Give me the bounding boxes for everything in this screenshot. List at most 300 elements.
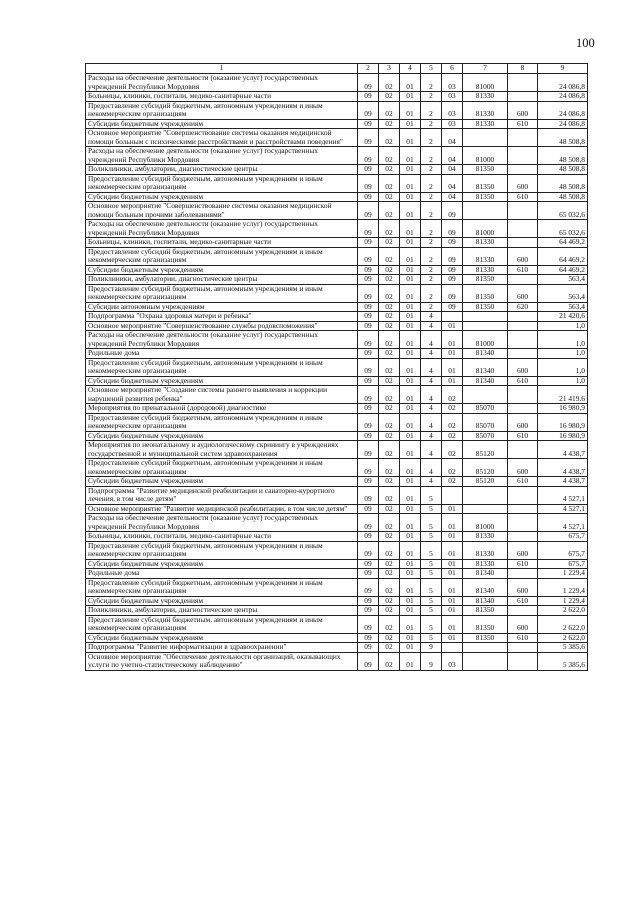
code-cell: 01 [400, 284, 421, 302]
amount-cell: 1 229,4 [538, 569, 588, 579]
row-name-cell: Субсидии бюджетным учреждениям [86, 596, 358, 606]
code-cell [508, 404, 538, 414]
code-cell: 02 [442, 431, 463, 441]
code-cell [463, 321, 508, 331]
code-cell: 5 [421, 532, 442, 542]
table-row [86, 265, 588, 275]
code-cell [508, 92, 538, 102]
code-cell: 01 [442, 569, 463, 579]
code-cell: 02 [379, 312, 400, 322]
code-cell: 02 [379, 459, 400, 477]
code-cell: 81330 [463, 238, 508, 248]
amount-cell: 1,0 [538, 358, 588, 376]
code-cell: 610 [508, 119, 538, 129]
row-name-cell: Предоставление субсидий бюджетным, автономным учреждениям и иным некоммерческим организациям [86, 578, 358, 596]
table-row [86, 119, 588, 129]
code-cell: 02 [379, 514, 400, 532]
code-cell: 01 [400, 321, 421, 331]
code-cell: 04 [442, 147, 463, 165]
code-cell: 2 [421, 74, 442, 92]
code-cell: 01 [442, 349, 463, 359]
code-cell: 01 [442, 321, 463, 331]
code-cell: 09 [442, 238, 463, 248]
code-cell: 4 [421, 376, 442, 386]
code-cell: 01 [400, 174, 421, 192]
row-name-cell: Расходы на обеспечение деятельности (оказание услуг) государственных учреждений Республики Мордовия [86, 514, 358, 532]
row-name-cell: Поликлиники, амбулатории, диагностические центры [86, 165, 358, 175]
code-cell: 09 [358, 247, 379, 265]
code-cell: 5 [421, 569, 442, 579]
code-cell: 01 [442, 504, 463, 514]
amount-cell: 4 527,1 [538, 514, 588, 532]
table-row [86, 302, 588, 312]
code-cell: 01 [400, 504, 421, 514]
table-row [86, 504, 588, 514]
amount-cell: 4 438,7 [538, 477, 588, 487]
code-cell: 09 [358, 569, 379, 579]
code-cell: 09 [358, 514, 379, 532]
amount-cell: 16 980,9 [538, 413, 588, 431]
table-row [86, 74, 588, 92]
code-cell: 02 [379, 386, 400, 404]
code-cell [508, 569, 538, 579]
code-cell: 600 [508, 101, 538, 119]
header-cell: 1 [86, 64, 358, 74]
code-cell: 610 [508, 633, 538, 643]
code-cell: 09 [358, 275, 379, 285]
code-cell: 5 [421, 504, 442, 514]
amount-cell: 48 508,8 [538, 165, 588, 175]
code-cell: 81330 [463, 247, 508, 265]
row-name-cell: Подпрограмма "Развитие медицинской реабилитации и санаторно-курортного лечения, в том числе детям" [86, 486, 358, 504]
row-name-cell: Предоставление субсидий бюджетным, автономным учреждениям и иным некоммерческим организациям [86, 541, 358, 559]
amount-cell: 563,4 [538, 302, 588, 312]
code-cell: 09 [358, 202, 379, 220]
code-cell: 01 [400, 119, 421, 129]
table-header [86, 64, 588, 74]
table-row [86, 441, 588, 459]
code-cell: 81340 [463, 376, 508, 386]
code-cell [463, 652, 508, 670]
code-cell: 02 [379, 441, 400, 459]
code-cell: 01 [442, 358, 463, 376]
table-row [86, 247, 588, 265]
code-cell: 01 [442, 615, 463, 633]
amount-cell: 4 527,1 [538, 486, 588, 504]
code-cell: 5 [421, 578, 442, 596]
code-cell: 02 [379, 119, 400, 129]
table-row [86, 486, 588, 504]
row-name-cell: Предоставление субсидий бюджетным, автономным учреждениям и иным некоммерческим организациям [86, 284, 358, 302]
code-cell: 4 [421, 404, 442, 414]
code-cell: 01 [400, 652, 421, 670]
amount-cell: 48 508,8 [538, 147, 588, 165]
code-cell: 09 [358, 532, 379, 542]
row-name-cell: Основное мероприятие "Обеспечение деятельности организаций, оказывающих услуги по учетно-статистическому наблюдению" [86, 652, 358, 670]
row-name-cell: Субсидии бюджетным учреждениям [86, 376, 358, 386]
code-cell [508, 74, 538, 92]
header-cell: 7 [463, 64, 508, 74]
amount-cell: 64 469,2 [538, 247, 588, 265]
code-cell: 4 [421, 441, 442, 459]
code-cell: 02 [379, 238, 400, 248]
code-cell: 4 [421, 312, 442, 322]
code-cell: 01 [400, 514, 421, 532]
code-cell: 01 [400, 606, 421, 616]
table-row [86, 386, 588, 404]
code-cell: 09 [358, 606, 379, 616]
code-cell: 01 [400, 532, 421, 542]
code-cell: 01 [400, 238, 421, 248]
code-cell: 09 [358, 302, 379, 312]
code-cell: 2 [421, 192, 442, 202]
code-cell: 09 [358, 477, 379, 487]
amount-cell: 65 032,6 [538, 202, 588, 220]
row-name-cell: Субсидии бюджетным учреждениям [86, 633, 358, 643]
code-cell: 01 [400, 147, 421, 165]
code-cell: 04 [442, 165, 463, 175]
header-cell: 9 [538, 64, 588, 74]
amount-cell: 16 980,9 [538, 431, 588, 441]
amount-cell: 24 086,8 [538, 92, 588, 102]
table-row [86, 652, 588, 670]
code-cell: 81000 [463, 74, 508, 92]
code-cell: 2 [421, 238, 442, 248]
code-cell: 5 [421, 486, 442, 504]
code-cell [508, 275, 538, 285]
code-cell: 600 [508, 413, 538, 431]
code-cell: 81340 [463, 349, 508, 359]
code-cell: 81350 [463, 192, 508, 202]
amount-cell: 16 980,9 [538, 404, 588, 414]
code-cell: 81340 [463, 596, 508, 606]
code-cell: 09 [358, 441, 379, 459]
code-cell: 09 [358, 541, 379, 559]
row-name-cell: Мероприятия по неонатальному и аудиологическому скринингу в учреждениях государственной и муниципальной систем здравоохранения [86, 441, 358, 459]
code-cell: 01 [400, 247, 421, 265]
amount-cell: 1,0 [538, 349, 588, 359]
code-cell: 81340 [463, 358, 508, 376]
code-cell: 09 [358, 312, 379, 322]
code-cell: 02 [379, 413, 400, 431]
code-cell: 01 [442, 633, 463, 643]
header-row [86, 64, 588, 74]
table-row [86, 284, 588, 302]
code-cell: 85070 [463, 413, 508, 431]
code-cell: 01 [400, 615, 421, 633]
table-row [86, 275, 588, 285]
amount-cell: 675,7 [538, 532, 588, 542]
row-name-cell: Родильные дома [86, 349, 358, 359]
code-cell: 01 [400, 486, 421, 504]
code-cell: 01 [442, 559, 463, 569]
row-name-cell: Субсидии бюджетным учреждениям [86, 192, 358, 202]
code-cell: 01 [400, 643, 421, 653]
code-cell: 4 [421, 386, 442, 404]
code-cell: 09 [442, 247, 463, 265]
code-cell [463, 129, 508, 147]
amount-cell: 1 229,4 [538, 596, 588, 606]
amount-cell: 65 032,6 [538, 220, 588, 238]
code-cell: 02 [442, 413, 463, 431]
table-row [86, 514, 588, 532]
code-cell: 81330 [463, 101, 508, 119]
code-cell: 85070 [463, 431, 508, 441]
code-cell: 610 [508, 192, 538, 202]
table-row [86, 129, 588, 147]
code-cell: 600 [508, 541, 538, 559]
table-row [86, 192, 588, 202]
code-cell [508, 386, 538, 404]
row-name-cell: Предоставление субсидий бюджетным, автономным учреждениям и иным некоммерческим организациям [86, 615, 358, 633]
amount-cell: 563,4 [538, 275, 588, 285]
code-cell: 02 [379, 192, 400, 202]
code-cell: 81000 [463, 514, 508, 532]
code-cell: 09 [442, 302, 463, 312]
code-cell: 81330 [463, 119, 508, 129]
code-cell [508, 486, 538, 504]
code-cell: 9 [421, 643, 442, 653]
code-cell: 610 [508, 477, 538, 487]
code-cell [508, 514, 538, 532]
code-cell: 81350 [463, 165, 508, 175]
code-cell: 02 [379, 404, 400, 414]
table-body [86, 74, 588, 671]
row-name-cell: Предоставление субсидий бюджетным, автономным учреждениям и иным некоммерческим организациям [86, 174, 358, 192]
code-cell [508, 312, 538, 322]
code-cell: 02 [379, 321, 400, 331]
table-row [86, 413, 588, 431]
code-cell: 5 [421, 514, 442, 532]
row-name-cell: Больницы, клиники, госпитали, медико-санитарные части [86, 92, 358, 102]
code-cell: 4 [421, 331, 442, 349]
table-row [86, 459, 588, 477]
code-cell: 01 [400, 101, 421, 119]
amount-cell: 4 527,1 [538, 504, 588, 514]
code-cell: 5 [421, 633, 442, 643]
code-cell: 2 [421, 129, 442, 147]
code-cell: 4 [421, 349, 442, 359]
code-cell: 02 [379, 275, 400, 285]
code-cell: 610 [508, 559, 538, 569]
row-name-cell: Поликлиники, амбулатории, диагностические центры [86, 275, 358, 285]
code-cell: 01 [400, 192, 421, 202]
code-cell: 5 [421, 541, 442, 559]
code-cell: 02 [379, 302, 400, 312]
code-cell: 02 [379, 101, 400, 119]
row-name-cell: Основное мероприятие "Создание системы раннего выявления и коррекции нарушений развития ребенка" [86, 386, 358, 404]
code-cell: 01 [400, 569, 421, 579]
table-row [86, 349, 588, 359]
code-cell: 02 [379, 596, 400, 606]
code-cell: 4 [421, 358, 442, 376]
code-cell [442, 486, 463, 504]
code-cell: 09 [358, 92, 379, 102]
code-cell: 81330 [463, 541, 508, 559]
row-name-cell: Основное мероприятие "Совершенствование службы родовспоможения" [86, 321, 358, 331]
code-cell: 85120 [463, 459, 508, 477]
code-cell: 09 [358, 321, 379, 331]
table-row [86, 633, 588, 643]
amount-cell: 1,0 [538, 331, 588, 349]
code-cell: 01 [400, 559, 421, 569]
row-name-cell: Мероприятия по пренатальной (дородовой) диагностике [86, 404, 358, 414]
code-cell: 02 [379, 349, 400, 359]
code-cell: 09 [358, 486, 379, 504]
code-cell: 600 [508, 358, 538, 376]
row-name-cell: Расходы на обеспечение деятельности (оказание услуг) государственных учреждений Республики Мордовия [86, 147, 358, 165]
code-cell: 04 [442, 129, 463, 147]
table-row [86, 404, 588, 414]
code-cell: 02 [379, 129, 400, 147]
code-cell: 01 [442, 596, 463, 606]
row-name-cell: Предоставление субсидий бюджетным, автономным учреждениям и иным некоммерческим организациям [86, 413, 358, 431]
code-cell: 2 [421, 284, 442, 302]
code-cell: 02 [442, 386, 463, 404]
code-cell: 600 [508, 284, 538, 302]
code-cell: 4 [421, 321, 442, 331]
code-cell: 02 [442, 404, 463, 414]
header-cell: 3 [379, 64, 400, 74]
code-cell: 01 [400, 477, 421, 487]
code-cell [463, 202, 508, 220]
code-cell: 600 [508, 578, 538, 596]
code-cell: 2 [421, 247, 442, 265]
code-cell: 09 [442, 220, 463, 238]
code-cell [508, 165, 538, 175]
code-cell: 01 [400, 441, 421, 459]
code-cell: 620 [508, 302, 538, 312]
table-row [86, 532, 588, 542]
amount-cell: 24 086,8 [538, 119, 588, 129]
code-cell [508, 532, 538, 542]
table-row [86, 238, 588, 248]
code-cell: 2 [421, 92, 442, 102]
code-cell: 2 [421, 275, 442, 285]
amount-cell: 5 385,6 [538, 652, 588, 670]
code-cell: 09 [358, 192, 379, 202]
code-cell: 81350 [463, 275, 508, 285]
table-row [86, 615, 588, 633]
page-number: 100 [576, 36, 595, 50]
amount-cell: 24 086,8 [538, 74, 588, 92]
code-cell: 81330 [463, 265, 508, 275]
header-cell: 6 [442, 64, 463, 74]
code-cell: 01 [400, 541, 421, 559]
code-cell: 01 [442, 331, 463, 349]
amount-cell: 1,0 [538, 376, 588, 386]
code-cell: 09 [358, 101, 379, 119]
amount-cell: 48 508,8 [538, 192, 588, 202]
code-cell: 02 [379, 431, 400, 441]
code-cell: 5 [421, 596, 442, 606]
code-cell: 03 [442, 119, 463, 129]
code-cell: 600 [508, 247, 538, 265]
code-cell [508, 238, 538, 248]
code-cell: 5 [421, 606, 442, 616]
code-cell: 09 [358, 459, 379, 477]
code-cell: 01 [400, 129, 421, 147]
code-cell: 01 [400, 459, 421, 477]
code-cell: 81330 [463, 532, 508, 542]
code-cell: 5 [421, 559, 442, 569]
code-cell: 2 [421, 147, 442, 165]
code-cell [463, 386, 508, 404]
code-cell: 02 [379, 92, 400, 102]
amount-cell: 5 385,6 [538, 643, 588, 653]
table-row [86, 477, 588, 487]
row-name-cell: Основное мероприятие "Совершенствование системы оказания медицинской помощи больным прочими заболеваниями" [86, 202, 358, 220]
amount-cell: 24 086,8 [538, 101, 588, 119]
code-cell: 09 [358, 165, 379, 175]
amount-cell: 2 622,0 [538, 615, 588, 633]
budget-table [85, 63, 588, 671]
code-cell [508, 652, 538, 670]
code-cell: 81350 [463, 174, 508, 192]
table-row [86, 596, 588, 606]
row-name-cell: Подпрограмма "Охрана здоровья матери и ребенка" [86, 312, 358, 322]
code-cell: 01 [400, 349, 421, 359]
amount-cell: 48 508,8 [538, 174, 588, 192]
row-name-cell: Субсидии автономным учреждениям [86, 302, 358, 312]
code-cell: 01 [400, 633, 421, 643]
code-cell: 81350 [463, 606, 508, 616]
code-cell: 09 [358, 431, 379, 441]
code-cell [508, 331, 538, 349]
code-cell: 02 [379, 486, 400, 504]
code-cell: 03 [442, 652, 463, 670]
table-row [86, 312, 588, 322]
code-cell: 02 [442, 459, 463, 477]
header-cell: 5 [421, 64, 442, 74]
code-cell: 01 [442, 606, 463, 616]
code-cell: 600 [508, 174, 538, 192]
table-row [86, 431, 588, 441]
code-cell: 01 [442, 578, 463, 596]
code-cell: 09 [358, 652, 379, 670]
row-name-cell: Предоставление субсидий бюджетным, автономным учреждениям и иным некоммерческим организациям [86, 358, 358, 376]
code-cell: 09 [358, 331, 379, 349]
row-name-cell: Предоставление субсидий бюджетным, автономным учреждениям и иным некоммерческим организациям [86, 101, 358, 119]
code-cell: 2 [421, 174, 442, 192]
code-cell: 01 [400, 165, 421, 175]
table-row [86, 92, 588, 102]
code-cell: 01 [442, 514, 463, 532]
code-cell: 09 [442, 275, 463, 285]
code-cell: 02 [379, 247, 400, 265]
code-cell: 81350 [463, 284, 508, 302]
code-cell: 600 [508, 615, 538, 633]
code-cell: 4 [421, 459, 442, 477]
code-cell: 610 [508, 265, 538, 275]
amount-cell: 4 438,7 [538, 441, 588, 459]
code-cell: 09 [358, 119, 379, 129]
row-name-cell: Субсидии бюджетным учреждениям [86, 431, 358, 441]
code-cell: 01 [442, 532, 463, 542]
code-cell: 01 [400, 413, 421, 431]
code-cell: 02 [379, 331, 400, 349]
row-name-cell: Расходы на обеспечение деятельности (оказание услуг) государственных учреждений Республики Мордовия [86, 331, 358, 349]
code-cell [442, 643, 463, 653]
code-cell: 01 [442, 541, 463, 559]
code-cell [463, 486, 508, 504]
table-row [86, 541, 588, 559]
code-cell: 09 [358, 358, 379, 376]
code-cell: 04 [442, 174, 463, 192]
code-cell: 2 [421, 220, 442, 238]
amount-cell: 4 438,7 [538, 459, 588, 477]
code-cell: 4 [421, 431, 442, 441]
